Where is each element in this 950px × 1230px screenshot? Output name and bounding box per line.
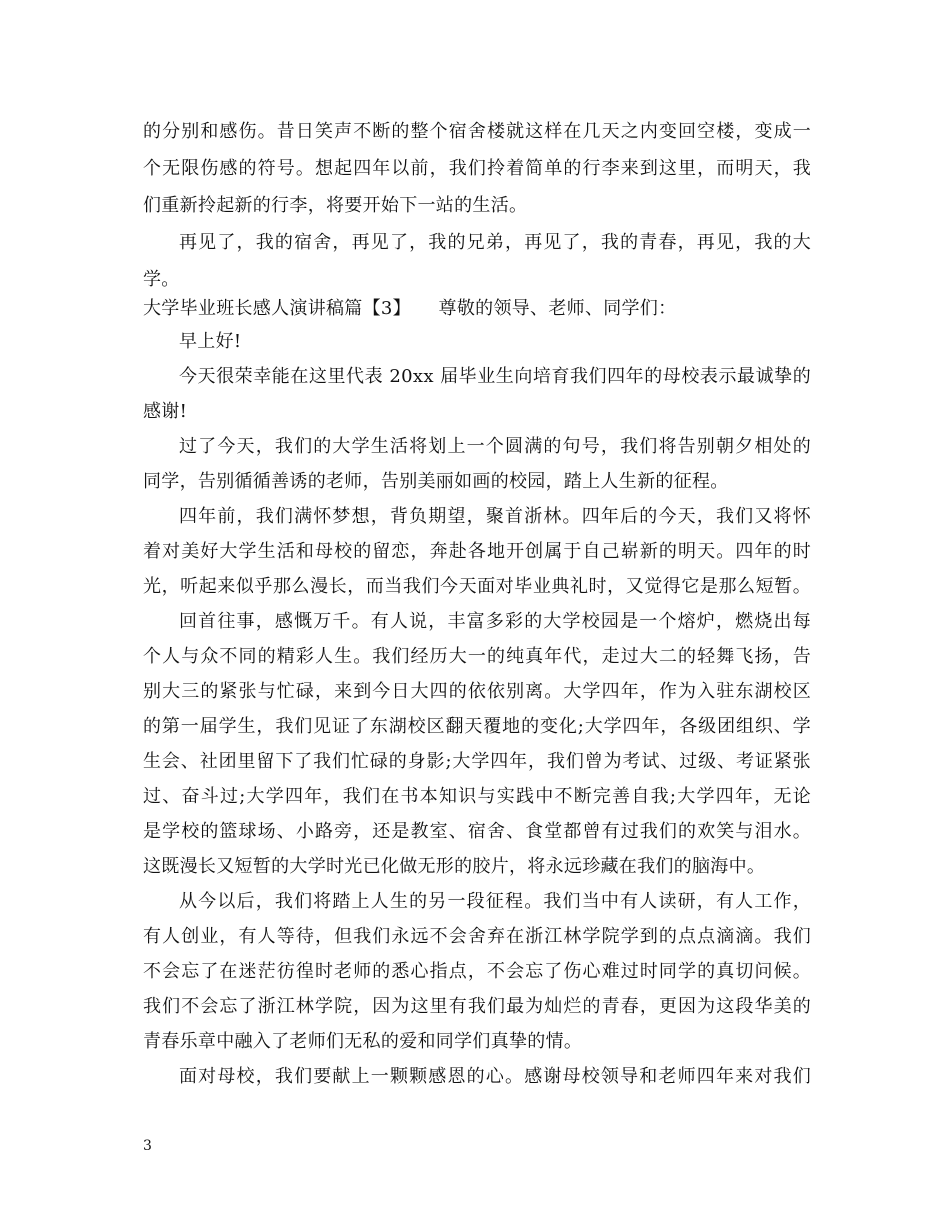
page-number: 3 <box>143 1138 152 1154</box>
text-line: 感谢! <box>143 401 188 422</box>
text-line: 今天很荣幸能在这里代表 20xx 届毕业生向培育我们四年的母校表示最诚挚的 <box>179 366 811 387</box>
text-line: 学。 <box>143 269 180 290</box>
text-line: 的分别和感伤。昔日笑声不断的整个宿舍楼就这样在几天之内变回空楼，变成一 <box>143 121 811 142</box>
text-line: 不会忘了在迷茫彷徨时老师的悉心指点，不会忘了伤心难过时同学的真切问候。 <box>143 961 811 982</box>
text-line: 们重新拎起新的行李，将要开始下一站的生活。 <box>143 195 528 216</box>
text-line: 回首往事，感慨万千。有人说，丰富多彩的大学校园是一个熔炉，燃烧出每 <box>179 611 811 632</box>
text-line: 这既漫长又短暂的大学时光已化做无形的胶片，将永远珍藏在我们的脑海中。 <box>143 856 766 877</box>
text-line: 有人创业，有人等待，但我们永远不会舍弃在浙江林学院学到的点点滴滴。我们 <box>143 926 811 947</box>
text-line: 过、奋斗过;大学四年，我们在书本知识与实践中不断完善自我;大学四年，无论 <box>143 786 811 807</box>
text-line: 我们不会忘了浙江林学院，因为这里有我们最为灿烂的青春，更因为这段华美的 <box>143 996 811 1017</box>
section-heading: 大学毕业班长感人演讲稿篇【3】 尊敬的领导、老师、同学们： <box>143 298 677 319</box>
text-line: 生会、社团里留下了我们忙碌的身影;大学四年，我们曾为考试、过级、考证紧张 <box>143 751 811 772</box>
text-line: 四年前，我们满怀梦想，背负期望，聚首浙林。四年后的今天，我们又将怀 <box>179 506 811 527</box>
text-line: 过了今天，我们的大学生活将划上一个圆满的句号，我们将告别朝夕相处的 <box>179 436 811 457</box>
text-line: 早上好! <box>179 331 242 352</box>
text-line: 的第一届学生，我们见证了东湖校区翻天覆地的变化;大学四年，各级团组织、学 <box>143 716 811 737</box>
text-line: 从今以后，我们将踏上人生的另一段征程。我们当中有人读研，有人工作， <box>179 891 811 912</box>
text-line: 面对母校，我们要献上一颗颗感恩的心。感谢母校领导和老师四年来对我们 <box>179 1066 811 1087</box>
text-line: 个人与众不同的精彩人生。我们经历大一的纯真年代，走过大二的轻舞飞扬，告 <box>143 646 811 667</box>
text-line: 是学校的篮球场、小路旁，还是教室、宿舍、食堂都曾有过我们的欢笑与泪水。 <box>143 821 811 842</box>
text-line: 光，听起来似乎那么漫长，而当我们今天面对毕业典礼时，又觉得它是那么短暂。 <box>143 576 811 597</box>
text-line: 个无限伤感的符号。想起四年以前，我们拎着简单的行李来到这里，而明天，我 <box>143 158 811 179</box>
text-line: 再见了，我的宿舍，再见了，我的兄弟，再见了，我的青春，再见，我的大 <box>179 232 811 253</box>
text-line: 着对美好大学生活和母校的留恋，奔赴各地开创属于自己崭新的明天。四年的时 <box>143 541 811 562</box>
text-line: 青春乐章中融入了老师们无私的爱和同学们真挚的情。 <box>143 1031 583 1052</box>
text-line: 同学，告别循循善诱的老师，告别美丽如画的校园，踏上人生新的征程。 <box>143 471 729 492</box>
text-line: 别大三的紧张与忙碌，来到今日大四的依依别离。大学四年，作为入驻东湖校区 <box>143 681 811 702</box>
